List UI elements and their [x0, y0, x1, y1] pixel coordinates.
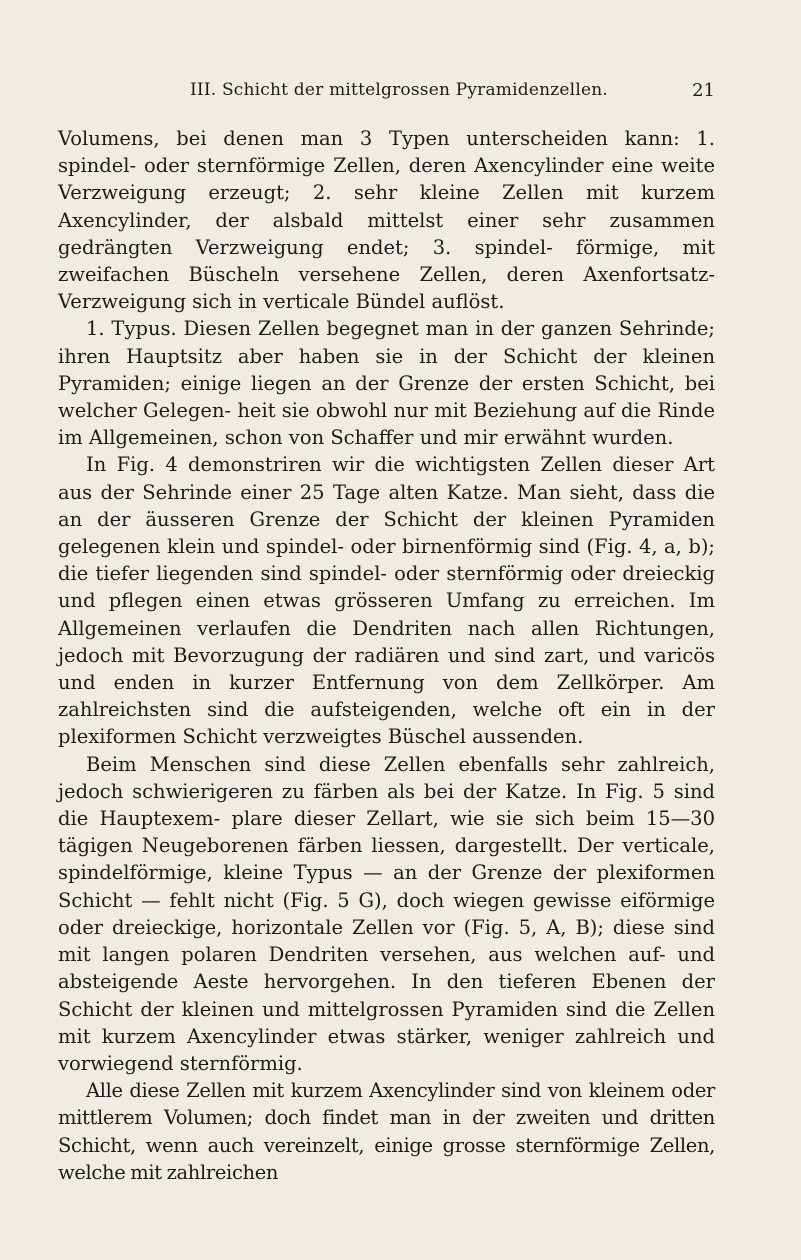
- body-text: [58, 125, 715, 1186]
- page-number: 21: [692, 80, 715, 101]
- paragraph-3: In Fig. 4 demonstriren wir die wichtigsten Zellen dieser Art aus der Sehrinde einer 25 Tage alten Katze. Man sieht, dass die an der äusseren Grenze der Schicht der kleinen Pyramiden gelegenen klein und spindel- oder birnenförmig sind (Fig. 4, a, b); die tiefer liegenden sind spindel- oder sternförmig oder dreieckig und pflegen einen etwas grösseren Umfang zu erreichen. Im Allgemeinen verlaufen die Dendriten nach allen Richtungen, jedoch mit Bevorzugung der radiären und sind zart, und varicös und enden in kurzer Entfernung von dem Zellkörper. Am zahlreichsten sind die aufsteigenden, welche oft ein in der plexiformen Schicht verzweigtes Büschel aussenden.: [58, 453, 715, 749]
- paragraph-2: 1. Typus. Diesen Zellen begegnet man in der ganzen Sehrinde; ihren Hauptsitz aber haben sie in der Schicht der kleinen Pyramiden; einige liegen an der Grenze der ersten Schicht, bei welcher Gelegen- heit sie obwohl nur mit Beziehung auf die Rinde im Allgemeinen, schon von Schaffer und mir erwähnt wurden.: [58, 317, 715, 450]
- paragraph-4: Beim Menschen sind diese Zellen ebenfalls sehr zahlreich, jedoch schwierigeren zu färben als bei der Katze. In Fig. 5 sind die Hauptexem- plare dieser Zellart, wie sie sich beim 15—30 tägigen Neugeborenen färben liessen, dargestellt. Der verticale, spindelförmige, kleine Typus — an der Grenze der plexiformen Schicht — fehlt nicht (Fig. 5 G), doch wiegen gewisse eiförmige oder dreieckige, horizontale Zellen vor (Fig. 5, A, B); diese sind mit langen polaren Dendriten versehen, aus welchen auf- und absteigende Aeste hervorgehen. In den tieferen Ebenen der Schicht der kleinen und mittelgrossen Pyramiden sind die Zellen mit kurzem Axencylinder etwas stärker, weniger zahlreich und vorwiegend sternförmig.: [58, 752, 715, 1075]
- running-title: III. Schicht der mittelgrossen Pyramidenzellen.: [190, 80, 608, 100]
- running-head: [190, 80, 715, 108]
- paragraph-1: Volumens, bei denen man 3 Typen unterscheiden kann: 1. spindel- oder sternförmige Zellen, deren Axencylinder eine weite Verzweigung erzeugt; 2. sehr kleine Zellen mit kurzem Axencylinder, der alsbald mittelst einer sehr zusammen gedrängten Verzweigung endet; 3. spindel- förmige, mit zweifachen Büscheln versehene Zellen, deren Axenfortsatz- Verzweigung sich in verticale Bündel auflöst.: [58, 127, 715, 314]
- paragraph-5: Alle diese Zellen mit kurzem Axencylinder sind von kleinem oder mittlerem Volumen; doch findet man in der zweiten und dritten Schicht, wenn auch vereinzelt, einige grosse sternförmige Zellen, welche mit zahlreichen: [58, 1079, 715, 1184]
